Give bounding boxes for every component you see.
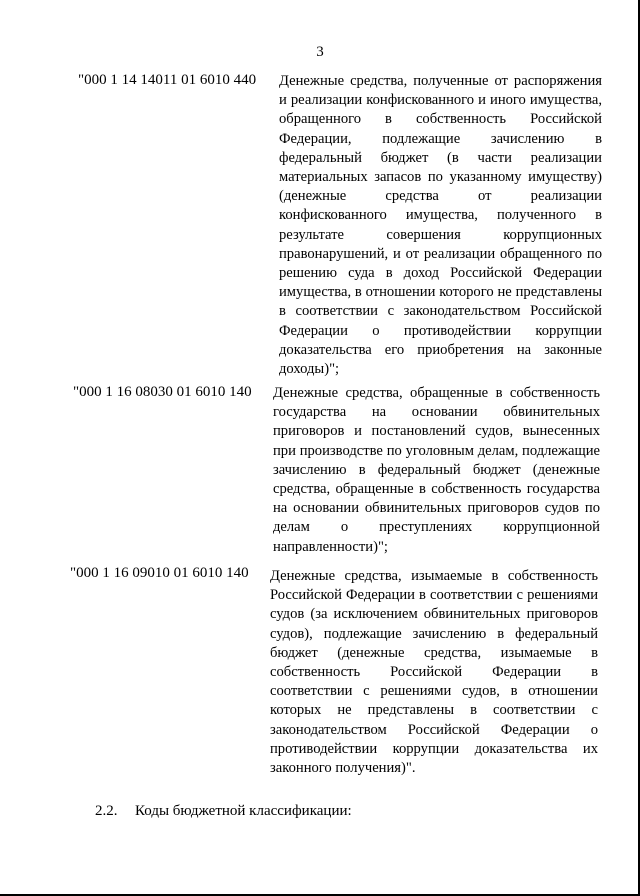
entry-description: Денежные средства, полученные от распоряжения и реализации конфискованного и иного имущества, обращенного в собственность Российской Федерации, подлежащие зачислению в федеральный бюджет (в части реализации материальных запасов по указанному имуществу) (денежные средства от реализации конфискованного имущества, полученного в результате совершения коррупционных правонарушений, и от реализации обращенного по решению суда в доход Российской Федерации имущества, в отношении которого не представлены в соответствии с законодательством Российской Федерации о противодействии коррупции доказательства его приобретения на законные доходы)"; — [279, 73, 602, 378]
budget-code: "000 1 16 08030 01 6010 140 — [73, 384, 252, 400]
budget-code: "000 1 16 09010 01 6010 140 — [70, 565, 249, 581]
entry-description: Денежные средства, обращенные в собственность государства на основании обвинительных приговоров и постановлений судов, вынесенных при производстве по уголовным делам, подлежащие зачислению в федеральный бюджет (денежные средства, обращенные в собственность государства на основании обвинительных приговоров судов по делам о преступлениях коррупционной направленности)"; — [273, 385, 600, 555]
section-title: Коды бюджетной классификации: — [135, 803, 352, 819]
budget-code: "000 1 14 14011 01 6010 440 — [78, 72, 257, 88]
entry-description: Денежные средства, изымаемые в собственность Российской Федерации в соответствии с решениями судов (за исключением обвинительных приговоров судов), подлежащие зачислению в федеральный бюджет (денежные средства, изымаемые в собственность Российской Федерации в соответствии с решениями судов, в отношении которых не представлены в соответствии с законодательством Российской Федерации о противодействии коррупции доказательства их законного получения)". — [270, 568, 598, 777]
page-number: 3 — [316, 44, 324, 60]
section-heading — [95, 803, 352, 820]
section-number: 2.2. — [95, 803, 118, 819]
